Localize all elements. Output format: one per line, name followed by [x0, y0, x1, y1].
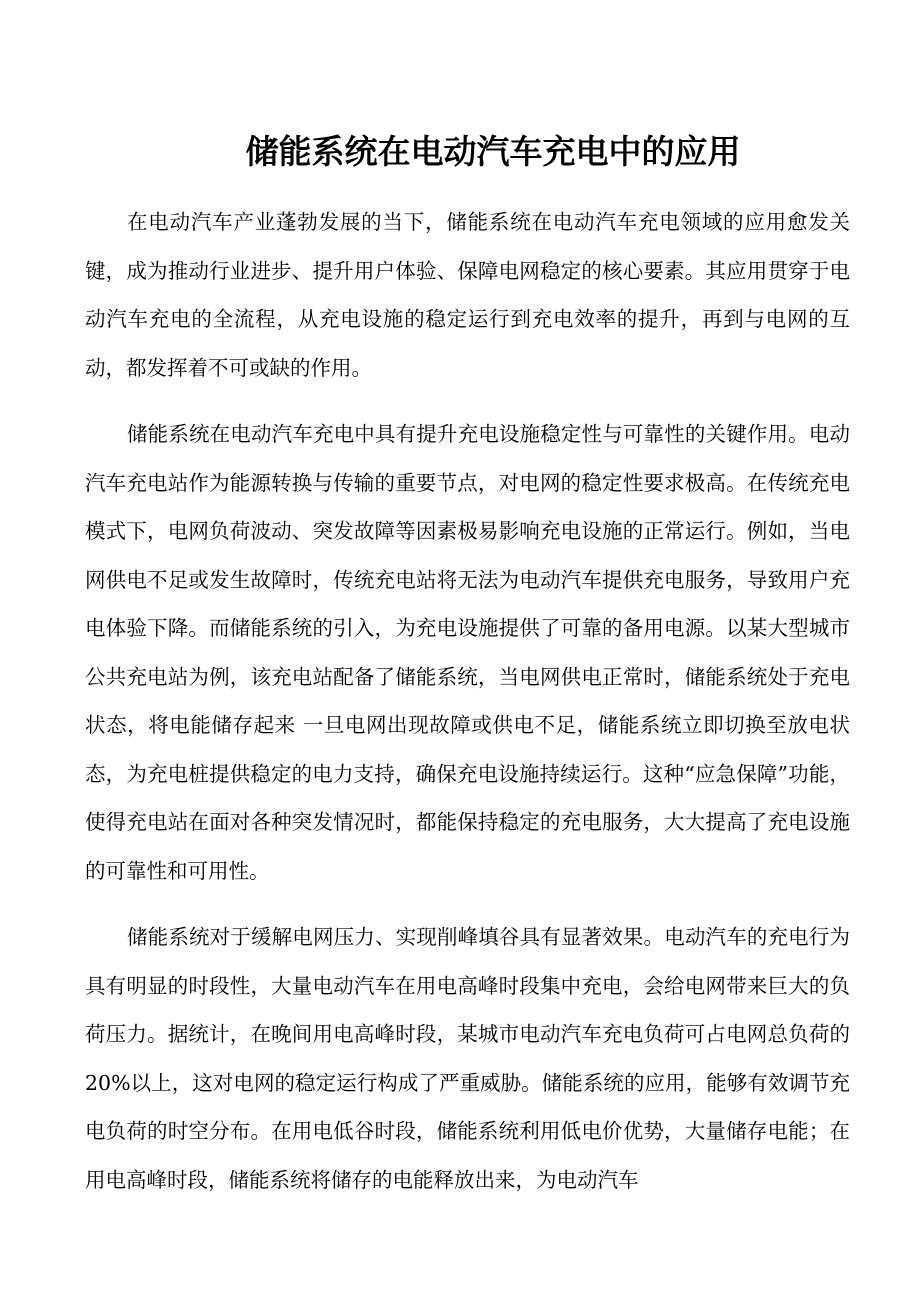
- paragraph-peak-shaving: 储能系统对于缓解电网压力、实现削峰填谷具有显著效果。电动汽车的充电行为具有明显的时段性，大量电动汽车在用电高峰时段集中充电，会给电网带来巨大的负荷压力。据统计，在晚间用电高峰时段，某城市电动汽车充电负荷可占电网总负荷的 20%以上，这对电网的稳定运行构成了严重威胁。储能系统的应用，能够有效调节充电负荷的时空分布。在用电低谷时段，储能系统利用低电价优势，大量储存电能；在用电高峰时段，储能系统将储存的电能释放出来，为电动汽车: [85, 925, 850, 1192]
- paragraph-reliability: 储能系统在电动汽车充电中具有提升充电设施稳定性与可靠性的关键作用。电动汽车充电站作为能源转换与传输的重要节点，对电网的稳定性要求极高。在传统充电模式下，电网负荷波动、突发故障等因素极易影响充电设施的正常运行。例如，当电网供电不足或发生故障时，传统充电站将无法为电动汽车提供充电服务，导致用户充电体验下降。而储能系统的引入，为充电设施提供了可靠的备用电源。以某大型城市公共充电站为例，该充电站配备了储能系统，当电网供电正常时，储能系统处于充电状态，将电能储存起来 一旦电网出现故障或供电不足，储能系统立即切换至放电状态，为充电桩提供稳定的电力支持，确保充电设施持续运行。这种“应急保障”功能，使得充电站在面对各种突发情况时，都能保持稳定的充电服务，大大提高了充电设施的可靠性和可用性。: [85, 422, 850, 883]
- paragraph-intro: 在电动汽车产业蓬勃发展的当下，储能系统在电动汽车充电领域的应用愈发关键，成为推动行业进步、提升用户体验、保障电网稳定的核心要素。其应用贯穿于电动汽车充电的全流程，从充电设施的稳定运行到充电效率的提升，再到与电网的互动，都发挥着不可或缺的作用。: [85, 210, 850, 380]
- document-title: 储能系统在电动汽车充电中的应用: [245, 132, 741, 171]
- document-body: [85, 198, 850, 1222]
